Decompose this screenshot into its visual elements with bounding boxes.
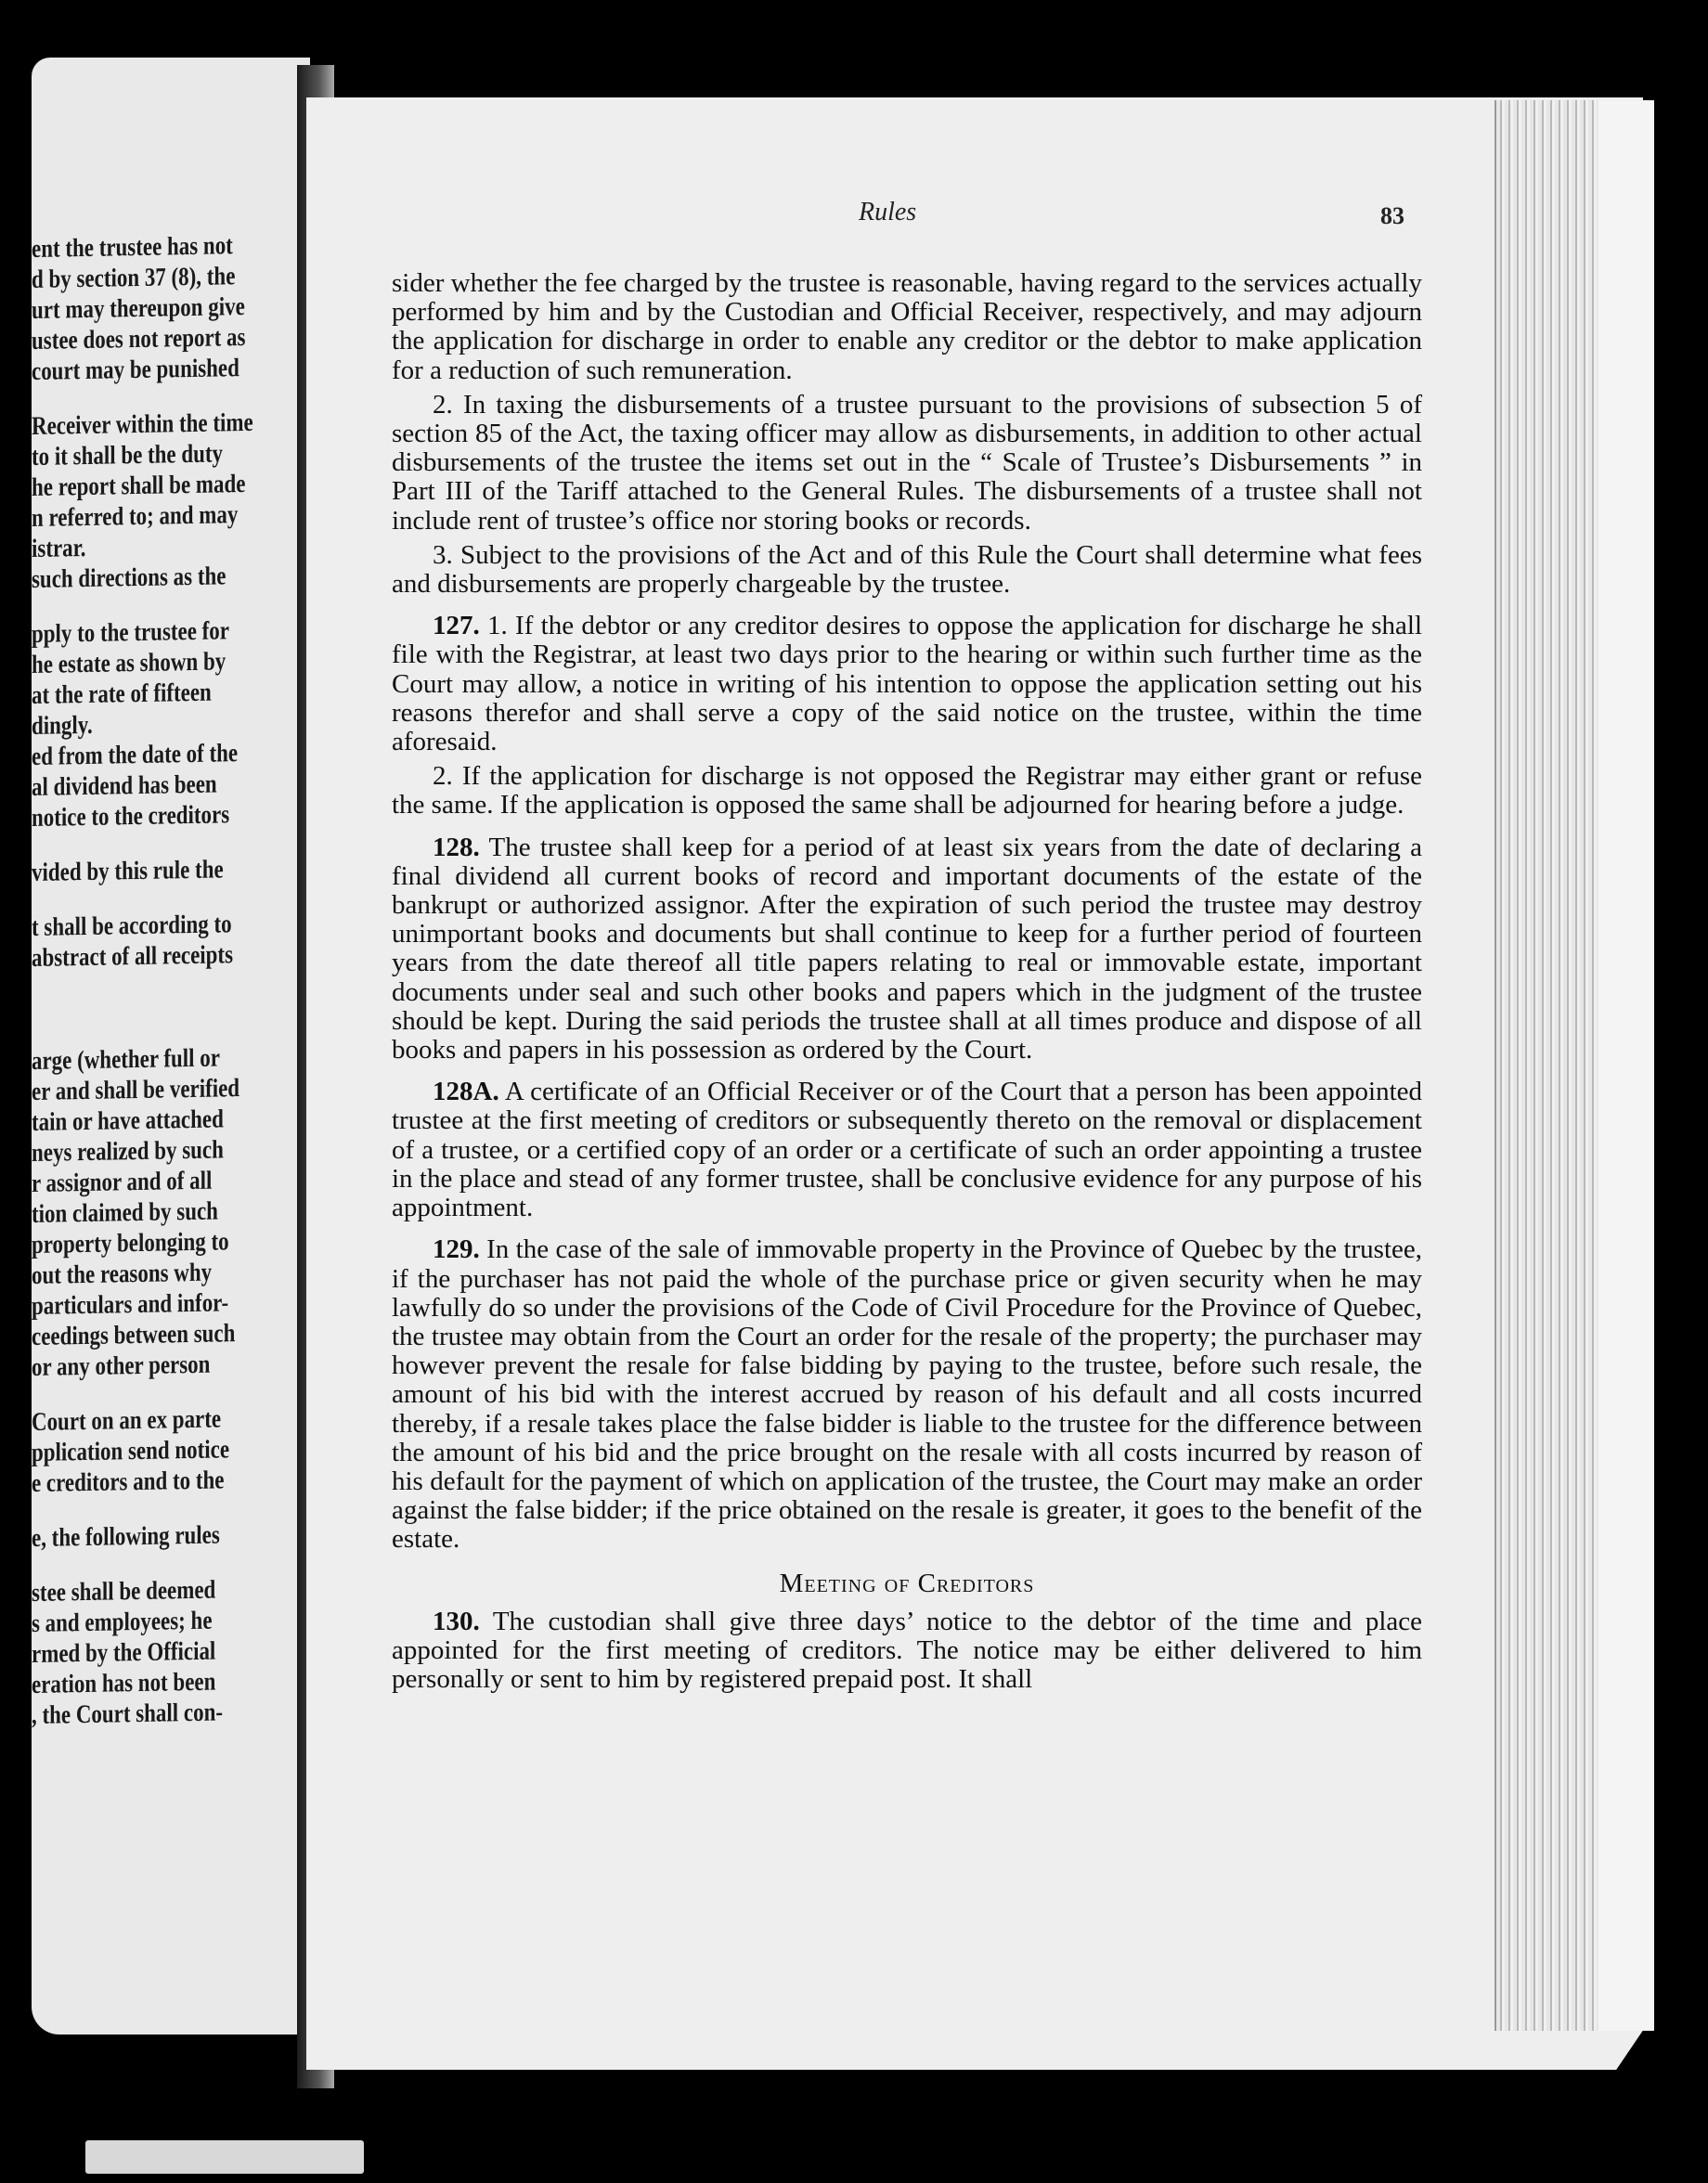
rule-number: 129. <box>433 1234 480 1265</box>
page-edges <box>1494 100 1654 2031</box>
running-head: Rules <box>859 198 917 226</box>
facing-page-line: e, the following rules <box>32 1520 220 1553</box>
facing-page-line: Receiver within the time <box>32 407 253 441</box>
facing-page-line: d by section 37 (8), the <box>32 262 236 294</box>
facing-page-line: ustee does not report as <box>32 322 246 355</box>
facing-page-line: tion claimed by such <box>32 1196 218 1229</box>
facing-page-line: he report shall be made <box>32 469 246 502</box>
facing-page-line: abstract of all receipts <box>32 940 234 973</box>
rule-number: 130. <box>433 1606 480 1636</box>
facing-page-line: rmed by the Official <box>32 1636 216 1669</box>
paragraph: 2. If the application for discharge is not opposed the Registrar may either grant or refuse the same. If the application is opposed the same shall be adjourned for hearing before a judge. <box>392 761 1422 820</box>
facing-page-line: s and employees; he <box>32 1606 213 1638</box>
facing-page-line: tain or have attached <box>32 1104 224 1137</box>
facing-page-line: court may be punished <box>32 354 239 386</box>
facing-page-line: vided by this rule the <box>32 855 224 887</box>
facing-page-line: pply to the trustee for <box>32 616 229 649</box>
paragraph: sider whether the fee charged by the trustee is reasonable, having regard to the services actually performed by him and by the Custodian and Official Receiver, respectively, and may adjourn the application for discharge in order to enable any creditor or the debtor to make application for a reduction of such remuneration. <box>392 268 1422 385</box>
facing-page-line: t shall be according to <box>32 910 232 942</box>
facing-page-line: such directions as the <box>32 562 226 594</box>
page-number: 83 <box>1380 202 1404 229</box>
facing-page-line: pplication send notice <box>32 1435 230 1467</box>
facing-page-line: dingly. <box>32 710 93 741</box>
facing-page-line: to it shall be the duty <box>32 439 224 471</box>
facing-page-line: er and shall be verified <box>32 1074 240 1106</box>
facing-page-line: eration has not been <box>32 1667 216 1699</box>
facing-page-text <box>32 229 275 1731</box>
rule-number: 127. <box>433 611 480 641</box>
facing-page-line: urt may thereupon give <box>32 291 245 325</box>
facing-page-line: or any other person <box>32 1350 211 1382</box>
facing-page-line: , the Court shall con- <box>32 1698 224 1730</box>
facing-page-line: ent the trustee has not <box>32 231 233 264</box>
section-heading: Meeting of Creditors <box>779 1568 1035 1598</box>
facing-page-line: n referred to; and may <box>32 500 239 533</box>
facing-page-line: particulars and infor- <box>32 1288 229 1321</box>
facing-page-line: e creditors and to the <box>32 1466 225 1498</box>
facing-page-line: ed from the date of the <box>32 739 239 771</box>
rule-130: 130. The custodian shall give three days’ notice to the debtor of the time and place appointed for the first meeting of creditors. The notice may be either delivered to him personally or sent to him by registered prepaid post. It shall <box>392 1606 1422 1695</box>
rule-number: 128. <box>433 832 480 862</box>
paragraph: 3. Subject to the provisions of the Act and of this Rule the Court shall determine what fees and disbursements are properly chargeable by the trustee. <box>392 539 1422 600</box>
facing-page-line: stee shall be deemed <box>32 1575 216 1608</box>
rule-127: 127. 1. If the debtor or any creditor desires to oppose the application for discharge he shall file with the Registrar, at least two days prior to the hearing or within such further time as the Court may allow, a notice in writing of his intention to oppose the application setting out his reasons therefor and shall serve a copy of the said notice on the trustee, within the time aforesaid. <box>392 611 1422 757</box>
facing-page-line: istrar. <box>32 533 86 563</box>
facing-page-line: at the rate of fifteen <box>32 678 212 710</box>
facing-page-line: notice to the creditors <box>32 800 230 833</box>
paragraph: 2. In taxing the disbursements of a trustee pursuant to the provisions of subsection 5 of section 85 of the Act, the taxing officer may allow as disbursements, in addition to other actual disbursements of the trustee the items set out in the “ Scale of Trustee’s Disbursements ” in Part III of the Tariff attached to the General Rules. The disbursements of a trustee shall not include rent of trustee’s office nor storing books or records. <box>392 389 1422 536</box>
rule-128a: 128A. A certificate of an Official Receiver or of the Court that a person has been appointed trustee at the first meeting of creditors or subsequently thereto on the removal or displacement of a trustee, or a certified copy of an order or a certificate of such an order appointing a trustee in the place and stead of any former trustee, shall be conclusive evidence for any purpose of his appointment. <box>392 1077 1422 1223</box>
facing-page-line: Court on an ex parte <box>32 1404 222 1437</box>
facing-page-line: out the reasons why <box>32 1258 213 1290</box>
rule-128: 128. The trustee shall keep for a period of at least six years from the date of declaring a final dividend all current books of record and important documents of the estate of the bankrupt or authorized assignor. After the expiration of such period the trustee may destroy unimportant books and documents but shall continue to keep for a further period of fourteen years from the date thereof all title papers relating to real or immovable estate, important documents under seal and such other books and papers which in the judgment of the trustee should be kept. During the said periods the trustee shall at all times produce and dispose of all books and papers in his possession as ordered by the Court. <box>392 832 1422 1066</box>
facing-page <box>32 58 310 2034</box>
facing-page-line: property belonging to <box>32 1227 229 1259</box>
facing-page-line: neys realized by such <box>32 1135 224 1168</box>
facing-page-line: arge (whether full or <box>32 1043 220 1076</box>
facing-page-line: r assignor and of all <box>32 1166 213 1198</box>
facing-page-line: ceedings between such <box>32 1319 236 1351</box>
rule-number: 128A. <box>433 1077 499 1107</box>
facing-page-line: al dividend has been <box>32 769 217 802</box>
scan-edge-label <box>85 2140 364 2174</box>
facing-page-line: he estate as shown by <box>32 647 226 679</box>
rule-129: 129. In the case of the sale of immovable property in the Province of Quebec by the trustee, if the purchaser has not paid the whole of the purchase price or given security when he may lawfully do so under the provisions of the Code of Civil Procedure for the Province of Quebec, the trustee may obtain from the Court an order for the resale of the property; the purchaser may however prevent the resale for false bidding by paying to the trustee, before such resale, the amount of his bid with the interest accrued by reason of his default and all costs incurred thereby, if a resale takes place the false bidder is liable to the trustee for the difference between the amount of his bid and the price brought on the resale with all costs incurred by reason of his default for the payment of which on application of the trustee, the Court may make an order against the false bidder; if the price obtained on the resale is greater, it goes to the benefit of the estate. <box>392 1234 1422 1555</box>
